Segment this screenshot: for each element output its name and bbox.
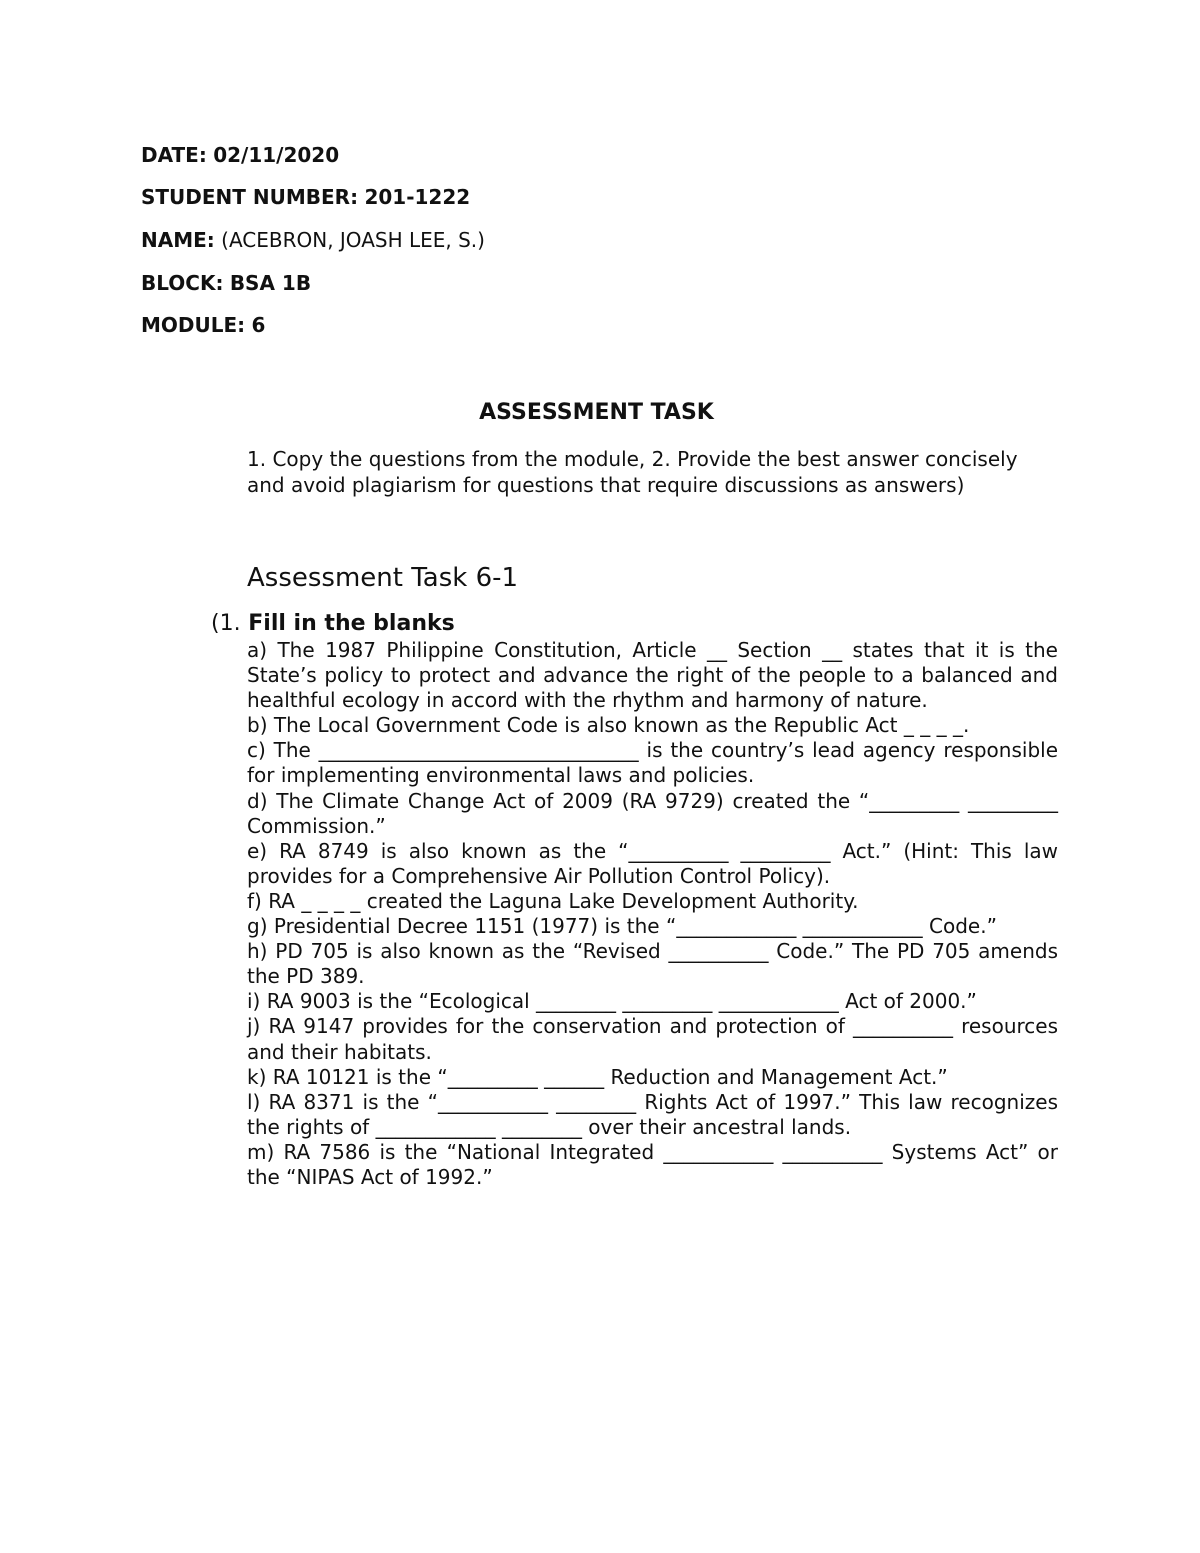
document-title: ASSESSMENT TASK <box>479 400 714 425</box>
question-j: j) RA 9147 provides for the conservation and protection of __________ resources and their habitats. <box>247 1014 1058 1064</box>
question-f: f) RA _ _ _ _ created the Laguna Lake Development Authority. <box>247 888 859 913</box>
question-g: g) Presidential Decree 1151 (1977) is the “____________ ____________ Code.” <box>247 914 997 939</box>
question-k: k) RA 10121 is the “_________ ______ Reduction and Management Act.” <box>247 1064 948 1089</box>
task-heading: Assessment Task 6-1 <box>247 563 519 593</box>
section-number: (1. <box>211 611 241 636</box>
student-number-value: 201-1222 <box>364 185 471 209</box>
block-label: BLOCK: <box>141 271 224 295</box>
instructions: 1. Copy the questions from the module, 2. Provide the best answer concisely and avoid plagiarism for questions that require discussions as answers) <box>247 447 1018 497</box>
date-line <box>141 143 339 167</box>
date-label: DATE: <box>141 143 207 167</box>
block-line <box>141 271 311 295</box>
question-list <box>247 638 1058 1190</box>
student-number-label: STUDENT NUMBER: <box>141 185 359 209</box>
section-label: Fill in the blanks <box>248 611 455 636</box>
name-value: (ACEBRON, JOASH LEE, S.) <box>221 228 485 252</box>
module-label: MODULE: <box>141 313 246 337</box>
section-heading <box>211 611 455 637</box>
question-m: m) RA 7586 is the “National Integrated ___________ __________ Systems Act” or the “NIPAS Act of 1992.” <box>247 1139 1058 1189</box>
question-c: c) The ________________________________ is the country’s lead agency responsible for implementing environmental laws and policies. <box>247 738 1058 788</box>
question-h: h) PD 705 is also known as the “Revised __________ Code.” The PD 705 amends the PD 389. <box>247 939 1058 989</box>
question-i: i) RA 9003 is the “Ecological ________ _________ ____________ Act of 2000.” <box>247 989 977 1014</box>
date-value: 02/11/2020 <box>213 143 340 167</box>
question-d: d) The Climate Change Act of 2009 (RA 9729) created the “_________ _________ Commission.” <box>247 788 1058 838</box>
name-label: NAME: <box>141 228 215 252</box>
block-value: BSA 1B <box>229 271 312 295</box>
question-b: b) The Local Government Code is also known as the Republic Act _ _ _ _. <box>247 713 970 738</box>
question-a: a) The 1987 Philippine Constitution, Article __ Section __ states that it is the State’s policy to protect and advance the right of the people to a balanced and healthful ecology in accord with the rhythm and harmony of nature. <box>247 638 1058 713</box>
question-l: l) RA 8371 is the “___________ ________ Rights Act of 1997.” This law recognizes the rights of ____________ ________ over their ancestral lands. <box>247 1089 1058 1139</box>
student-number-line <box>141 185 470 209</box>
name-line <box>141 228 485 252</box>
question-e: e) RA 8749 is also known as the “__________ _________ Act.” (Hint: This law provides for a Comprehensive Air Pollution Control Policy). <box>247 838 1058 888</box>
module-value: 6 <box>251 313 266 337</box>
module-line <box>141 313 265 337</box>
